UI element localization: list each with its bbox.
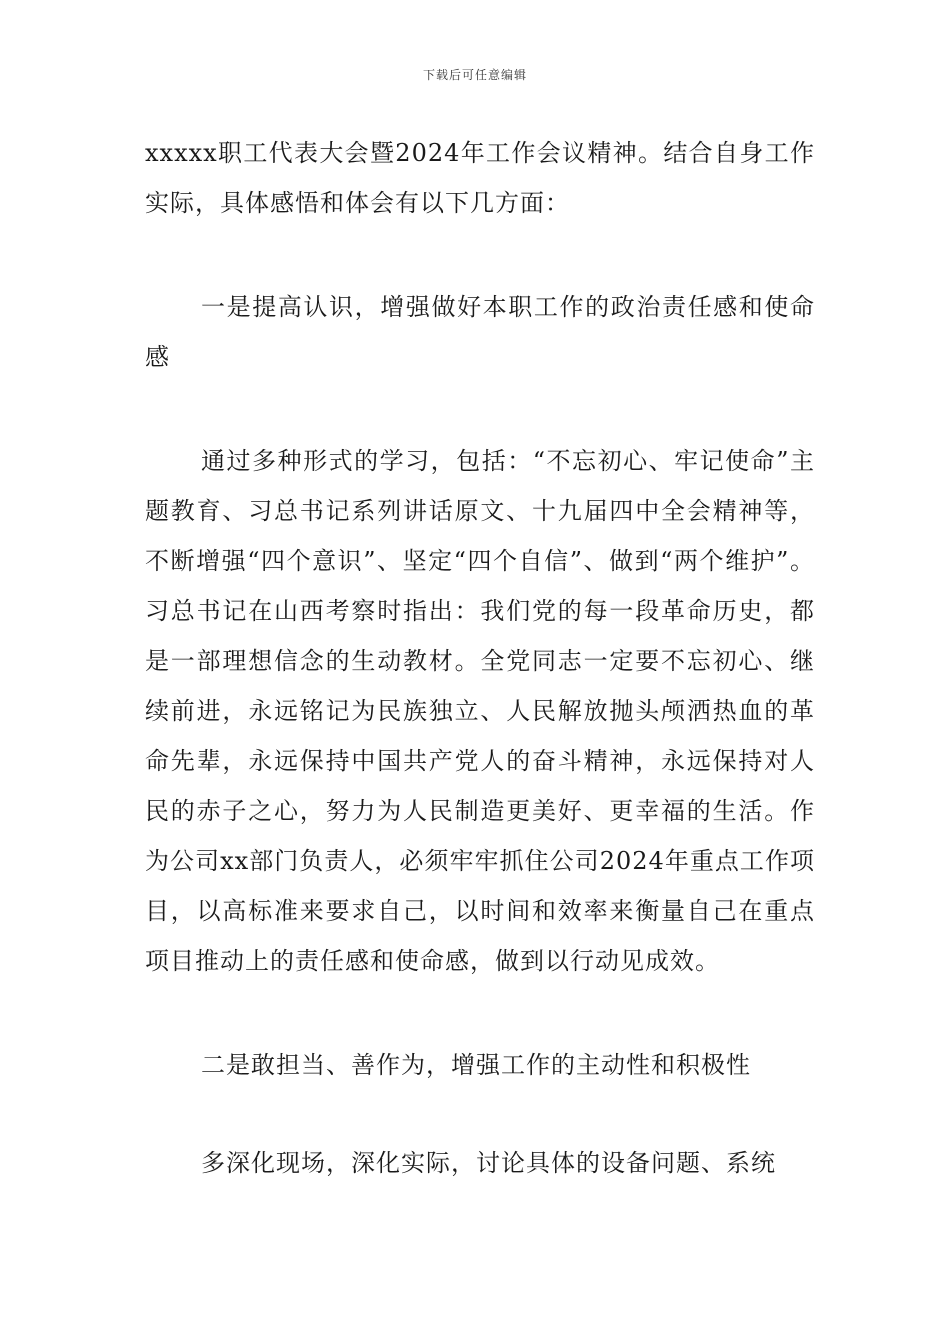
page-header: 下载后可任意编辑 bbox=[422, 68, 527, 82]
intro-paragraph: xxxxx职工代表大会暨2024年工作会议精神。结合自身工作实际，具体感悟和体会有以下几方面： bbox=[145, 139, 815, 217]
section-heading-2: 二是敢担当、善作为，增强工作的主动性和积极性 bbox=[201, 1051, 751, 1079]
body-paragraph-1: 通过多种形式的学习，包括：“不忘初心、牢记使命”主题教育、习总书记系列讲话原文、十九届四中全会精神等，不断增强“四个意识”、坚定“四个自信”、做到“两个维护”。习总书记在山西考察时指出：我们党的每一段革命历史，都是一部理想信念的生动教材。全党同志一定要不忘初心、继续前进，永远铭记为民族独立、人民解放抛头颅洒热血的革命先辈，永远保持中国共产党人的奋斗精神，永远保持对人民的赤子之心，努力为人民制造更美好、更幸福的生活。作为公司xx部门负责人，必须牢牢抓住公司2024年重点工作项目，以高标准来要求自己，以时间和效率来衡量自己在重点项目推动上的责任感和使命感，做到以行动见成效。 bbox=[145, 447, 815, 975]
document-body bbox=[145, 128, 815, 1188]
section-heading-1: 一是提高认识，增强做好本职工作的政治责任感和使命感 bbox=[145, 293, 815, 371]
body-paragraph-2: 多深化现场，深化实际，讨论具体的设备问题、系统 bbox=[201, 1149, 776, 1177]
